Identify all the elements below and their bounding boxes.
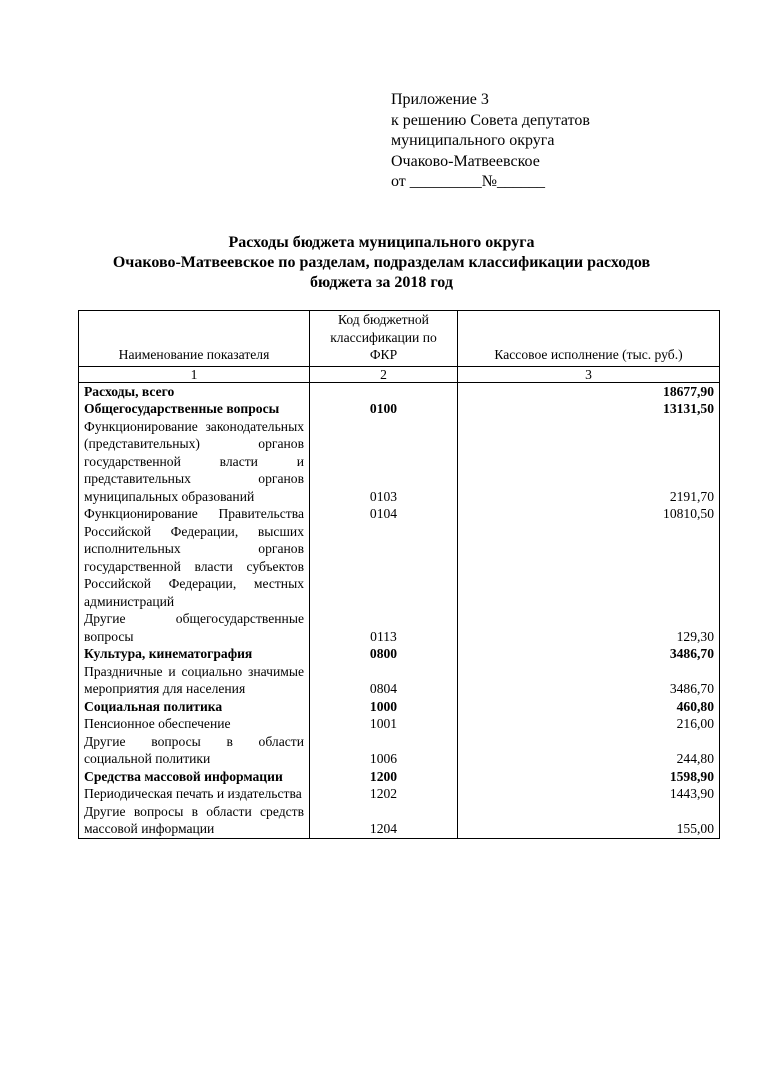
row-amount: 216,00 [458,715,720,733]
header-name: Наименование показателя [79,311,310,367]
appendix-block [391,90,590,193]
table-row [79,768,720,786]
appendix-line: от _________№______ [391,173,546,191]
table-row [79,382,720,400]
table-row [79,400,720,418]
row-code: 0113 [310,610,458,645]
row-amount: 129,30 [458,610,720,645]
column-number: 1 [79,366,310,382]
row-amount: 244,80 [458,733,720,768]
table-row [79,505,720,610]
row-name: Пенсионное обеспечение [79,715,310,733]
title-line: Очаково-Матвеевское по разделам, подразделам классификации расходов [112,254,651,271]
table-header-row [79,311,720,367]
row-code: 1001 [310,715,458,733]
row-name: Функционирование законодательных (представительных) органов государственной власти и представительных органов муниципальных образований [79,418,310,506]
row-name: Другие вопросы в области средств массовой информации [79,803,310,839]
appendix-line: Приложение 3 [391,91,489,108]
row-name: Социальная политика [79,698,310,716]
row-amount: 2191,70 [458,418,720,506]
table-row [79,733,720,768]
table-row [79,610,720,645]
row-code: 1200 [310,768,458,786]
row-code: 0100 [310,400,458,418]
table-row [79,418,720,506]
table-row [79,663,720,698]
column-number: 3 [458,366,720,382]
row-amount: 155,00 [458,803,720,839]
document-title [40,233,723,293]
table-body [79,382,720,838]
row-name: Культура, кинематография [79,645,310,663]
row-name: Праздничные и социально значимые мероприятия для населения [79,663,310,698]
appendix-line: муниципального округа [391,132,555,150]
row-name: Периодическая печать и издательства [79,785,310,803]
row-name: Другие вопросы в области социальной политики [79,733,310,768]
table-row [79,803,720,839]
table-row [79,785,720,803]
row-code: 1000 [310,698,458,716]
row-code: 0103 [310,418,458,506]
row-amount: 18677,90 [458,382,720,400]
row-name: Расходы, всего [79,382,310,400]
title-line: бюджета за 2018 год [310,274,453,291]
row-amount: 10810,50 [458,505,720,610]
header-code: Код бюджетной классификации по ФКР [310,311,458,367]
column-number-row [79,366,720,382]
row-amount: 1443,90 [458,785,720,803]
header-amount: Кассовое исполнение (тыс. руб.) [458,311,720,367]
column-number: 2 [310,366,458,382]
row-name: Средства массовой информации [79,768,310,786]
row-code: 1204 [310,803,458,839]
row-amount: 3486,70 [458,645,720,663]
row-amount: 13131,50 [458,400,720,418]
table-row [79,645,720,663]
row-name: Общегосударственные вопросы [79,400,310,418]
row-name: Функционирование Правительства Российской Федерации, высших исполнительных органов государственной власти субъектов Российской Федерации, местных администраций [79,505,310,610]
table-row [79,698,720,716]
appendix-line: к решению Совета депутатов [391,111,590,129]
row-amount: 3486,70 [458,663,720,698]
row-name: Другие общегосударственные вопросы [79,610,310,645]
table-row [79,715,720,733]
row-code: 1202 [310,785,458,803]
row-amount: 1598,90 [458,768,720,786]
row-code: 0800 [310,645,458,663]
row-code: 0104 [310,505,458,610]
title-line: Расходы бюджета муниципального округа [228,234,535,251]
appendix-line: Очаково-Матвеевское [391,152,540,170]
row-amount: 460,80 [458,698,720,716]
budget-table [78,310,720,839]
row-code [310,382,458,400]
row-code: 0804 [310,663,458,698]
row-code: 1006 [310,733,458,768]
